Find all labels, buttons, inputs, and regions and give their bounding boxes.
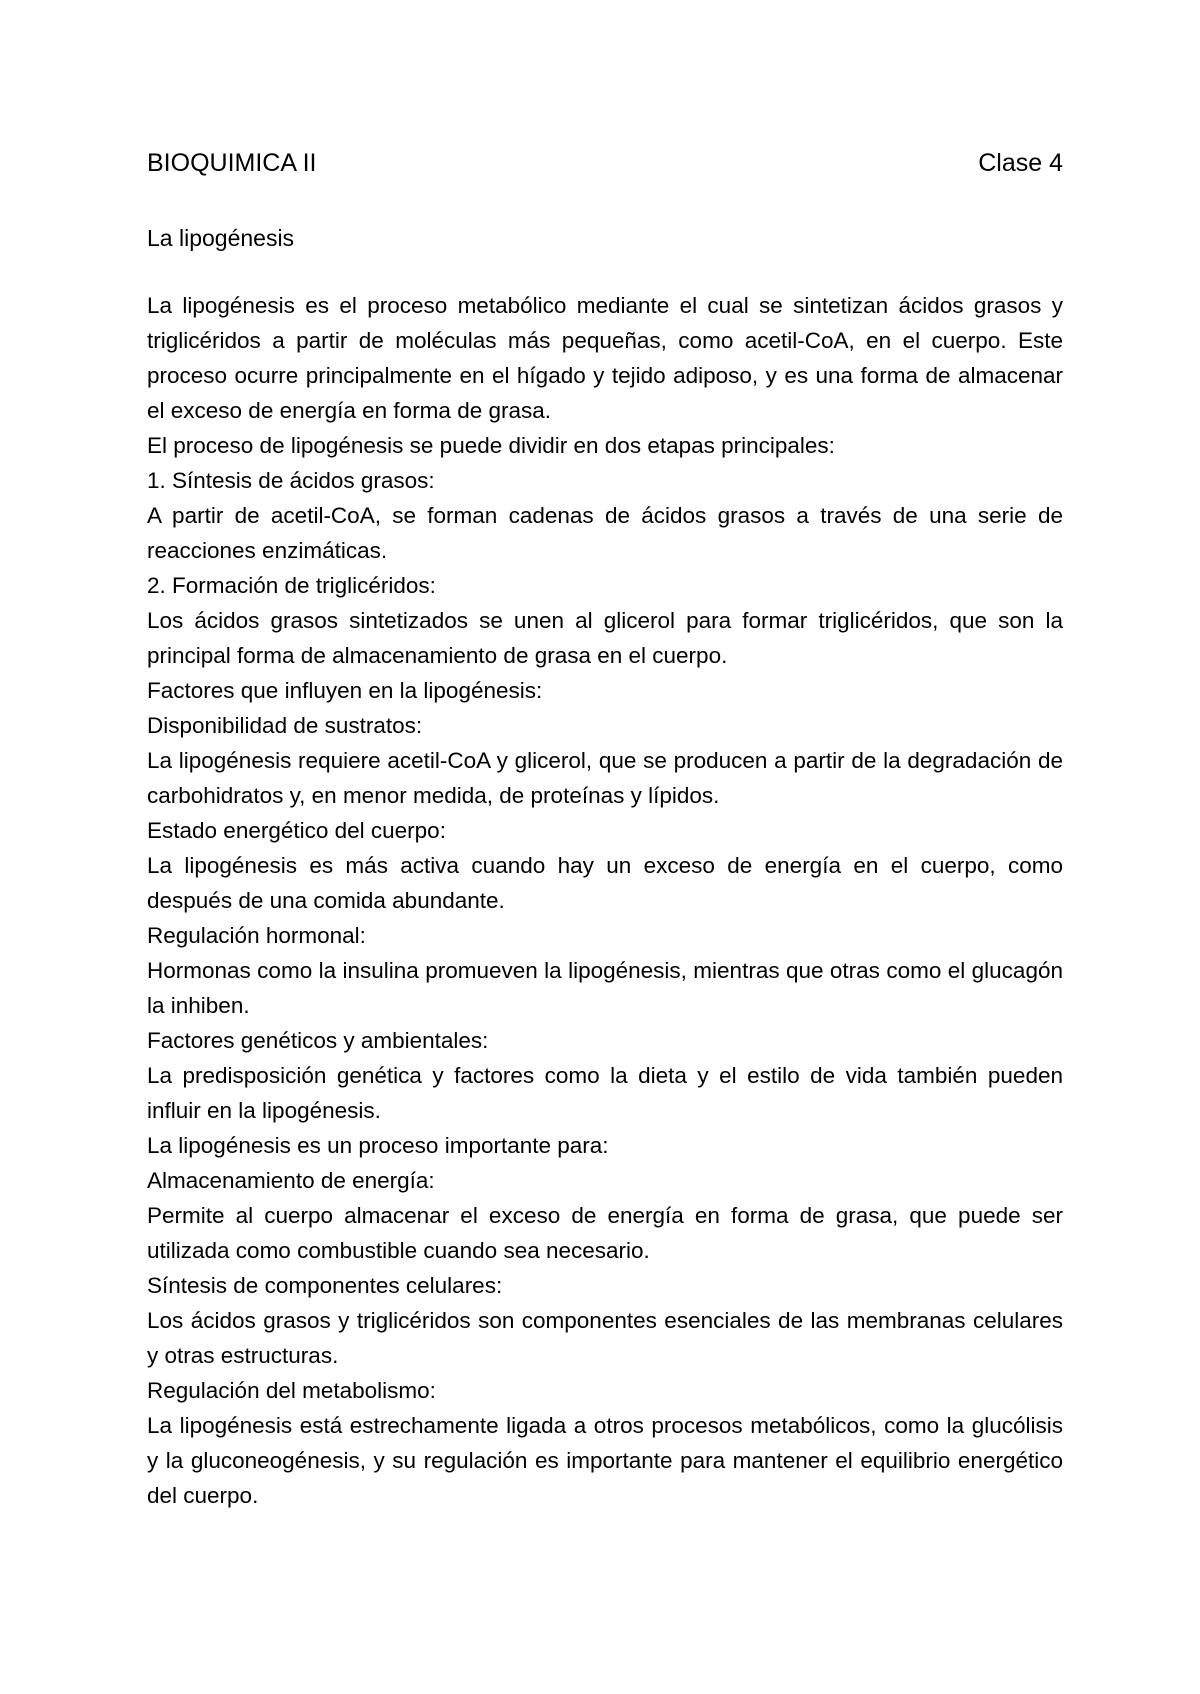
storage-heading: Almacenamiento de energía: [147, 1168, 435, 1193]
document-page [147, 148, 1063, 1513]
metabolism-text: La lipogénesis está estrechamente ligada a otros procesos metabólicos, como la glucólisis y la gluconeogénesis, y su regulación es importante para mantener el equilibrio energético del cuerpo. [147, 1413, 1063, 1508]
energy-state-text: La lipogénesis es más activa cuando hay un exceso de energía en el cuerpo, como después de una comida abundante. [147, 853, 1063, 913]
genetic-heading: Factores genéticos y ambientales: [147, 1028, 489, 1053]
document-title: La lipogénesis [147, 225, 295, 251]
course-title: BIOQUIMICA II [147, 149, 317, 177]
hormonal-text: Hormonas como la insulina promueven la lipogénesis, mientras que otras como el glucagón la inhiben. [147, 958, 1063, 1018]
class-label: Clase 4 [978, 149, 1063, 177]
storage-text: Permite al cuerpo almacenar el exceso de energía en forma de grasa, que puede ser utilizada como combustible cuando sea necesario. [147, 1203, 1063, 1263]
metabolism-heading: Regulación del metabolismo: [147, 1378, 436, 1403]
stage-1-heading: 1. Síntesis de ácidos grasos: [147, 468, 435, 493]
stage-1-text: A partir de acetil-CoA, se forman cadenas de ácidos grasos a través de una serie de reacciones enzimáticas. [147, 503, 1063, 563]
energy-state-heading: Estado energético del cuerpo: [147, 818, 446, 843]
importance-heading: La lipogénesis es un proceso importante para: [147, 1133, 609, 1158]
cellular-text: Los ácidos grasos y triglicéridos son componentes esenciales de las membranas celulares y otras estructuras. [147, 1308, 1063, 1368]
factors-heading: Factores que influyen en la lipogénesis: [147, 678, 543, 703]
stage-2-heading: 2. Formación de triglicéridos: [147, 573, 436, 598]
stage-2-text: Los ácidos grasos sintetizados se unen al glicerol para formar triglicéridos, que son la principal forma de almacenamiento de grasa en el cuerpo. [147, 608, 1063, 668]
intro-paragraph: La lipogénesis es el proceso metabólico mediante el cual se sintetizan ácidos grasos y triglicéridos a partir de moléculas más pequeñas, como acetil-CoA, en el cuerpo. Este proceso ocurre principalmente en el hígado y tejido adiposo, y es una forma de almacenar el exceso de energía en forma de grasa. [147, 293, 1063, 423]
page-header [147, 148, 1063, 178]
cellular-heading: Síntesis de componentes celulares: [147, 1273, 503, 1298]
substrates-heading: Disponibilidad de sustratos: [147, 713, 423, 738]
genetic-text: La predisposición genética y factores como la dieta y el estilo de vida también pueden influir en la lipogénesis. [147, 1063, 1063, 1123]
document-body [147, 288, 1063, 1513]
substrates-text: La lipogénesis requiere acetil-CoA y glicerol, que se producen a partir de la degradación de carbohidratos y, en menor medida, de proteínas y lípidos. [147, 748, 1063, 808]
hormonal-heading: Regulación hormonal: [147, 923, 366, 948]
stages-intro: El proceso de lipogénesis se puede dividir en dos etapas principales: [147, 433, 835, 458]
